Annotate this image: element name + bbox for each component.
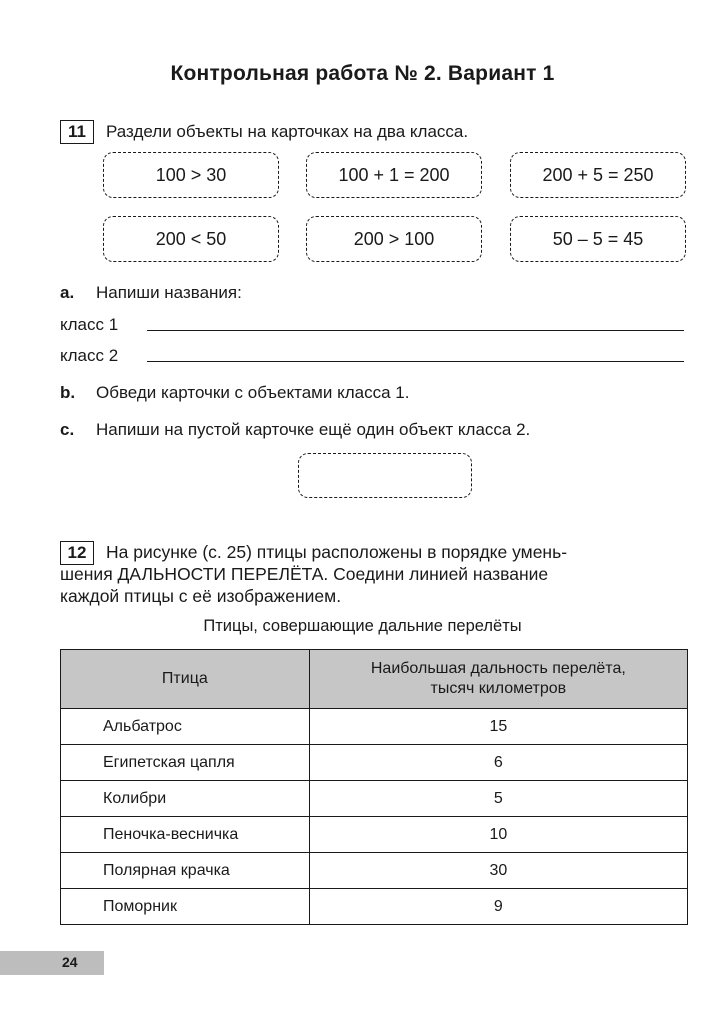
task12-line2: шения ДАЛЬНОСТИ ПЕРЕЛЁТА. Соедини линией название	[60, 564, 549, 584]
card-6[interactable]: 50 – 5 = 45	[510, 216, 686, 262]
bird-distance: 6	[309, 745, 687, 781]
part-c-marker: с.	[60, 420, 75, 439]
bird-name: Колибри	[61, 781, 310, 817]
table-caption: Птицы, совершающие дальние перелёты	[203, 617, 522, 635]
task-number-11: 11	[60, 120, 94, 144]
card-5[interactable]: 200 > 100	[306, 216, 482, 262]
bird-name: Полярная крачка	[61, 853, 310, 889]
bird-name: Альбатрос	[61, 709, 310, 745]
table-header-row	[61, 650, 688, 709]
task-number-12: 12	[60, 541, 94, 565]
class2-answer-line[interactable]	[147, 361, 684, 362]
bird-name: Египетская цапля	[61, 745, 310, 781]
table-row	[61, 889, 688, 925]
table-row	[61, 745, 688, 781]
part-b-marker: b.	[60, 383, 76, 402]
part-a-marker: а.	[60, 283, 75, 302]
header-bird: Птица	[61, 650, 310, 709]
table-row	[61, 781, 688, 817]
bird-distance: 15	[309, 709, 687, 745]
class1-label: класс 1	[60, 315, 119, 334]
page-title: Контрольная работа № 2. Вариант 1	[170, 62, 555, 85]
table-row	[61, 853, 688, 889]
card-3[interactable]: 200 + 5 = 250	[510, 152, 686, 198]
card-1[interactable]: 100 > 30	[103, 152, 279, 198]
bird-name: Поморник	[61, 889, 310, 925]
class2-label: класс 2	[60, 346, 119, 365]
bird-distance: 30	[309, 853, 687, 889]
table-row	[61, 709, 688, 745]
task11-prompt: Раздели объекты на карточках на два класса.	[106, 122, 469, 141]
table-row	[61, 817, 688, 853]
task12-line1: На рисунке (с. 25) птицы расположены в порядке умень-	[106, 542, 568, 562]
header-distance-line2: тысяч километров	[430, 680, 567, 697]
bird-distance: 9	[309, 889, 687, 925]
card-4[interactable]: 200 < 50	[103, 216, 279, 262]
part-b-text: Обведи карточки с объектами класса 1.	[96, 383, 410, 402]
bird-distance: 5	[309, 781, 687, 817]
part-a-text: Напиши названия:	[96, 283, 242, 302]
bird-name: Пеночка-весничка	[61, 817, 310, 853]
empty-card[interactable]	[298, 453, 472, 498]
page-number: 24	[62, 954, 78, 970]
bird-distance: 10	[309, 817, 687, 853]
header-distance-line1: Наибольшая дальность перелёта,	[370, 660, 626, 677]
class1-answer-line[interactable]	[147, 330, 684, 331]
birds-table	[60, 649, 688, 925]
part-c-text: Напиши на пустой карточке ещё один объект класса 2.	[96, 420, 531, 439]
page-number-bar	[0, 951, 104, 975]
task12-line3: каждой птицы с её изображением.	[60, 586, 342, 606]
header-distance	[309, 650, 687, 709]
card-2[interactable]: 100 + 1 = 200	[306, 152, 482, 198]
